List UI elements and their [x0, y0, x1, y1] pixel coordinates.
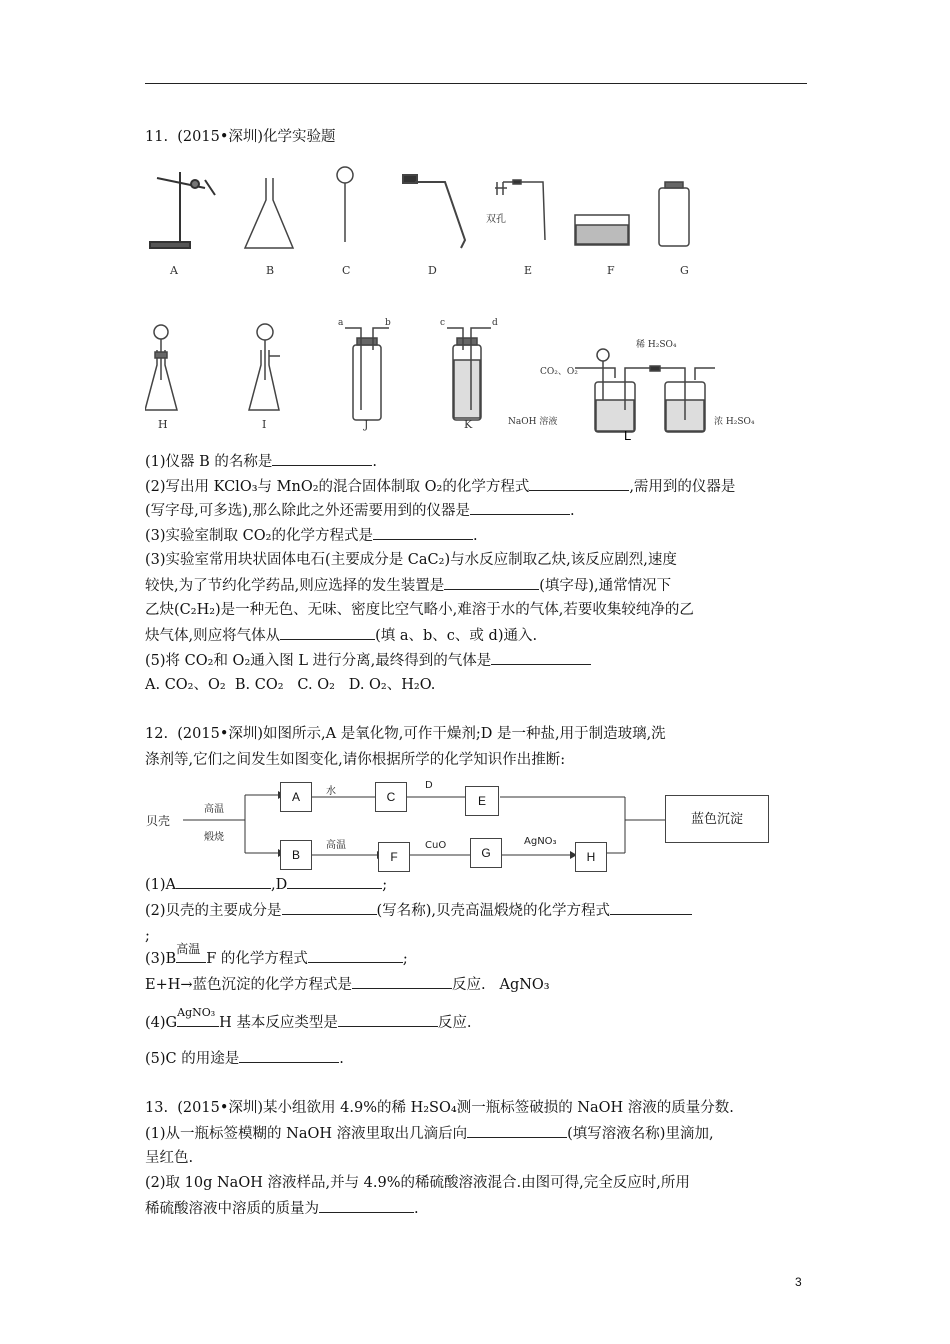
q11-p3: (3)实验室制取 CO₂的化学方程式是 . [145, 525, 478, 546]
q12-a3: (3)B 高温 F 的化学方程式 ; [145, 942, 408, 967]
label-l-gas: CO₂、O₂ [540, 367, 578, 377]
label-j: J [364, 418, 369, 431]
separation-apparatus-l-icon [575, 349, 715, 432]
label-f: F [607, 264, 615, 277]
q11-p5: (5)将 CO₂和 O₂通入图 L 进行分离,最终得到的气体是 [145, 650, 591, 671]
q11-p2: (2)写出用 KClO₃与 MnO₂的混合固体制取 O₂的化学方程式 ,需用到的仪器是 [145, 476, 735, 497]
flow-box-h: H [575, 842, 607, 872]
q11-p4-4: 炔气体,则应将气体从 (填 a、b、c、或 d)通入. [145, 625, 537, 646]
q11-options: A. CO₂、O₂ B. CO₂ C. O₂ D. O₂、H₂O. [145, 677, 436, 693]
washing-bottle-k-icon [447, 328, 491, 420]
flow-top-cond: 高温 [204, 804, 224, 815]
flow-cuo: CuO [425, 840, 447, 851]
gas-jar-icon [659, 182, 689, 246]
label-b: B [266, 264, 275, 277]
q12-line1: 12. (2015•深圳)如图所示,A 是氧化物,可作干燥剂;D 是一种盐,用于制造玻璃,洗 [145, 726, 666, 742]
e-label: 双孔 [486, 214, 506, 225]
q12-a2-end: ; [145, 928, 150, 944]
label-a: A [170, 264, 178, 277]
flow-result: 蓝色沉淀 [665, 795, 769, 843]
label-k-c: c [440, 318, 446, 328]
flow-box-f: F [378, 842, 410, 872]
funnel-icon [337, 167, 353, 242]
q12-a2: (2)贝壳的主要成分是 (写名称),贝壳高温煅烧的化学方程式 [145, 900, 692, 921]
q12-line2: 涤剂等,它们之间发生如图变化,请你根据所学的化学知识作出推断: [145, 752, 566, 768]
flask-funnel-i-icon [249, 324, 280, 410]
flow-agno3: AgNO₃ [524, 836, 557, 847]
flow-box-c: C [375, 782, 407, 812]
label-l-naoh: NaOH 溶液 [508, 417, 558, 427]
label-g: G [680, 264, 689, 277]
q11-title: 11. (2015•深圳)化学实验题 [145, 129, 336, 145]
flow-water: 水 [326, 786, 336, 797]
label-c: C [342, 264, 351, 277]
label-l: L [624, 428, 632, 443]
bent-tube-icon [403, 175, 465, 248]
q11-p4-1: (3)实验室常用块状固体电石(主要成分是 CaC₂)与水反应制取乙炔,该反应剧烈,速度 [145, 552, 677, 568]
label-i: I [262, 418, 267, 431]
trough-icon [575, 215, 629, 245]
apparatus-row1 [145, 160, 705, 255]
label-d: D [428, 264, 437, 277]
label-j-a: a [338, 318, 344, 328]
label-k: K [464, 418, 473, 431]
flask-funnel-h-icon [145, 325, 177, 410]
q13-line2: (1)从一瓶标签模糊的 NaOH 溶液里取出几滴后向 (填写溶液名称)里滴加, [145, 1123, 714, 1144]
q11-p4-2: 较快,为了节约化学药品,则应选择的发生装置是 (填字母),通常情况下 [145, 575, 671, 596]
page-number: 3 [795, 1275, 802, 1289]
label-k-d: d [492, 318, 498, 328]
q13-line5: 稀硫酸溶液中溶质的质量为 . [145, 1198, 419, 1219]
flow-box-b: B [280, 840, 312, 870]
q11-p1: (1)仪器 B 的名称是 . [145, 451, 377, 472]
iron-stand-icon [150, 172, 215, 248]
label-e: E [524, 264, 533, 277]
flow-box-g: G [470, 838, 502, 868]
q12-a5: (5)C 的用途是 . [145, 1048, 344, 1069]
header-rule [145, 83, 807, 84]
q12-a3-2: E+H→蓝色沉淀的化学方程式是 反应. AgNO₃ [145, 974, 550, 995]
flow-box-a: A [280, 782, 312, 812]
q12-a4: (4)G AgNO₃ H 基本反应类型是 反应. [145, 1006, 472, 1031]
q12-a1: (1)A ,D ; [145, 874, 387, 895]
label-j-b: b [385, 318, 391, 328]
flow-start: 贝壳 [146, 814, 171, 828]
flow-d: D [425, 780, 433, 791]
label-l-dilute: 稀 H₂SO₄ [636, 340, 677, 350]
q11-p2-cont: (写字母,可多选),那么除此之外还需要用到的仪器是 . [145, 500, 575, 521]
conical-flask-icon [245, 178, 293, 248]
q13-line4: (2)取 10g NaOH 溶液样品,并与 4.9%的稀硫酸溶液混合.由图可得,完全反应时,所用 [145, 1175, 690, 1191]
q13-line1: 13. (2015•深圳)某小组欲用 4.9%的稀 H₂SO₄测一瓶标签破损的 NaOH 溶液的质量分数. [145, 1100, 734, 1116]
label-l-conc: 浓 H₂SO₄ [714, 417, 755, 427]
flow-bot-cond: 煅烧 [204, 832, 224, 843]
flow-gaowen: 高温 [326, 840, 346, 851]
washing-bottle-j-icon [345, 328, 389, 420]
q13-line3: 呈红色. [145, 1150, 194, 1166]
flow-box-e: E [465, 786, 499, 816]
label-h: H [158, 418, 168, 431]
q11-p4-3: 乙炔(C₂H₂)是一种无色、无味、密度比空气略小,难溶于水的气体,若要收集较纯净的乙 [145, 602, 694, 618]
